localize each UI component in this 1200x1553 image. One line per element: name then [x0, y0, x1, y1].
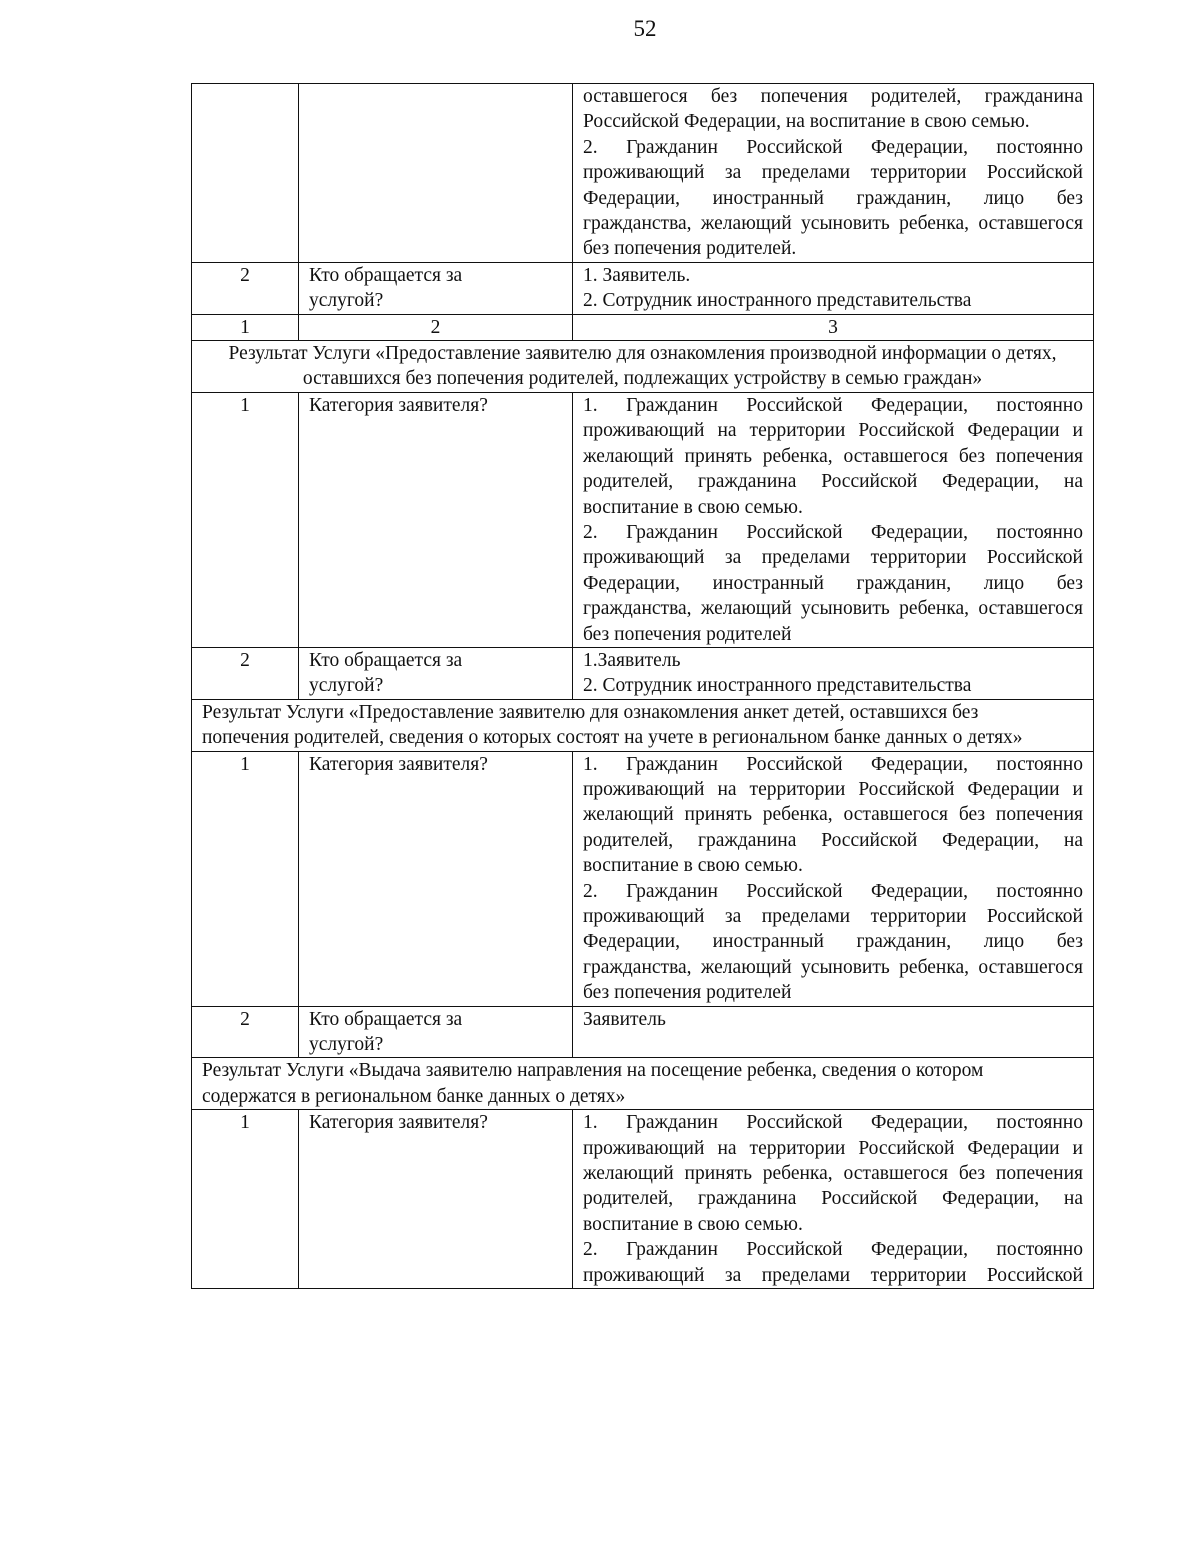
column-header: 2 [299, 314, 573, 340]
answer-paragraph: 2. Гражданин Российской Федерации, постоянно проживающий за пределами территории Российской [583, 1239, 1083, 1286]
answer-paragraph: 1. Гражданин Российской Федерации, постоянно проживающий на территории Российской Федерации и желающий принять ребенка, оставшегося без попечения родителей, гражданина Российской Федерации, на воспитание в свою семью. [583, 394, 1083, 518]
table-row [192, 647, 1094, 699]
section-title: Результат Услуги «Выдача заявителю направления на посещение ребенка, сведения о котором содержатся в региональном банке данных о детях» [192, 1058, 1094, 1110]
answer-line: 2. Сотрудник иностранного представительства [583, 675, 972, 697]
section-title-row [192, 699, 1094, 751]
question-cell: Категория заявителя? [299, 1110, 573, 1289]
table-row [192, 1006, 1094, 1058]
table-row [192, 392, 1094, 647]
row-number-cell: 2 [192, 647, 299, 699]
column-header: 3 [573, 314, 1094, 340]
answer-paragraph: 1. Гражданин Российской Федерации, постоянно проживающий на территории Российской Федерации и желающий принять ребенка, оставшегося без попечения родителей, гражданина Российской Федерации, на воспитание в свою семью. [583, 1112, 1083, 1235]
answer-paragraph: 2. Гражданин Российской Федерации, постоянно проживающий за пределами территории Российской Федерации, иностранный гражданин, лицо без гражданства, желающий усыновить ребенка, оставшегося без попечения родителей [583, 880, 1083, 1004]
question-cell: Категория заявителя? [299, 392, 573, 647]
answer-cell [573, 647, 1094, 699]
answer-cell [573, 392, 1094, 647]
column-header-row [192, 314, 1094, 340]
column-header: 1 [192, 314, 299, 340]
section-title: Результат Услуги «Предоставление заявителю для ознакомления производной информации о детях, оставшихся без попечения родителей, подлежащих устройству в семью граждан» [192, 341, 1094, 393]
answer-line: 2. Сотрудник иностранного представительства [583, 290, 972, 312]
answer-cell [573, 262, 1094, 314]
question-line: услугой? [309, 675, 384, 697]
question-line: услугой? [309, 290, 384, 312]
page-number: 52 [633, 16, 657, 41]
answer-cell [573, 84, 1094, 263]
question-cell [299, 84, 573, 263]
answer-paragraph: оставшегося без попечения родителей, гражданина Российской Федерации, на воспитание в свою семью. [583, 86, 1083, 133]
answer-line: Заявитель [583, 1008, 666, 1030]
answer-line: 1.Заявитель [583, 649, 681, 671]
document-table [191, 83, 1094, 1289]
answer-paragraph: 2. Гражданин Российской Федерации, постоянно проживающий за пределами территории Российской Федерации, иностранный гражданин, лицо без гражданства, желающий усыновить ребенка, оставшегося без попечения родителей [583, 521, 1083, 645]
row-number-cell: 1 [192, 1110, 299, 1289]
section-title-row [192, 341, 1094, 393]
answer-cell [573, 1110, 1094, 1289]
row-number-cell: 1 [192, 392, 299, 647]
question-cell: Категория заявителя? [299, 751, 573, 1006]
section-title-row [192, 1058, 1094, 1110]
answer-cell [573, 1006, 1094, 1058]
answer-cell [573, 751, 1094, 1006]
table-row [192, 84, 1094, 263]
section-title: Результат Услуги «Предоставление заявителю для ознакомления анкет детей, оставшихся без попечения родителей, сведения о которых состоят на учете в региональном банке данных о детях» [192, 699, 1094, 751]
answer-line: 1. Заявитель. [583, 264, 691, 286]
question-line: услугой? [309, 1034, 384, 1056]
answer-paragraph: 1. Гражданин Российской Федерации, постоянно проживающий на территории Российской Федерации и желающий принять ребенка, оставшегося без попечения родителей, гражданина Российской Федерации, на воспитание в свою семью. [583, 753, 1083, 877]
row-number-cell: 2 [192, 1006, 299, 1058]
question-line: Кто обращается за [309, 1008, 463, 1030]
row-number-cell: 1 [192, 751, 299, 1006]
row-number-cell: 2 [192, 262, 299, 314]
answer-paragraph: 2. Гражданин Российской Федерации, постоянно проживающий за пределами территории Российской Федерации, иностранный гражданин, лицо без гражданства, желающий усыновить ребенка, оставшегося без попечения родителей. [583, 136, 1083, 260]
question-cell [299, 262, 573, 314]
table-row [192, 751, 1094, 1006]
question-line: Кто обращается за [309, 264, 463, 286]
question-cell [299, 1006, 573, 1058]
table-row [192, 262, 1094, 314]
question-cell [299, 647, 573, 699]
question-line: Кто обращается за [309, 649, 463, 671]
table-row [192, 1110, 1094, 1289]
row-number-cell [192, 84, 299, 263]
